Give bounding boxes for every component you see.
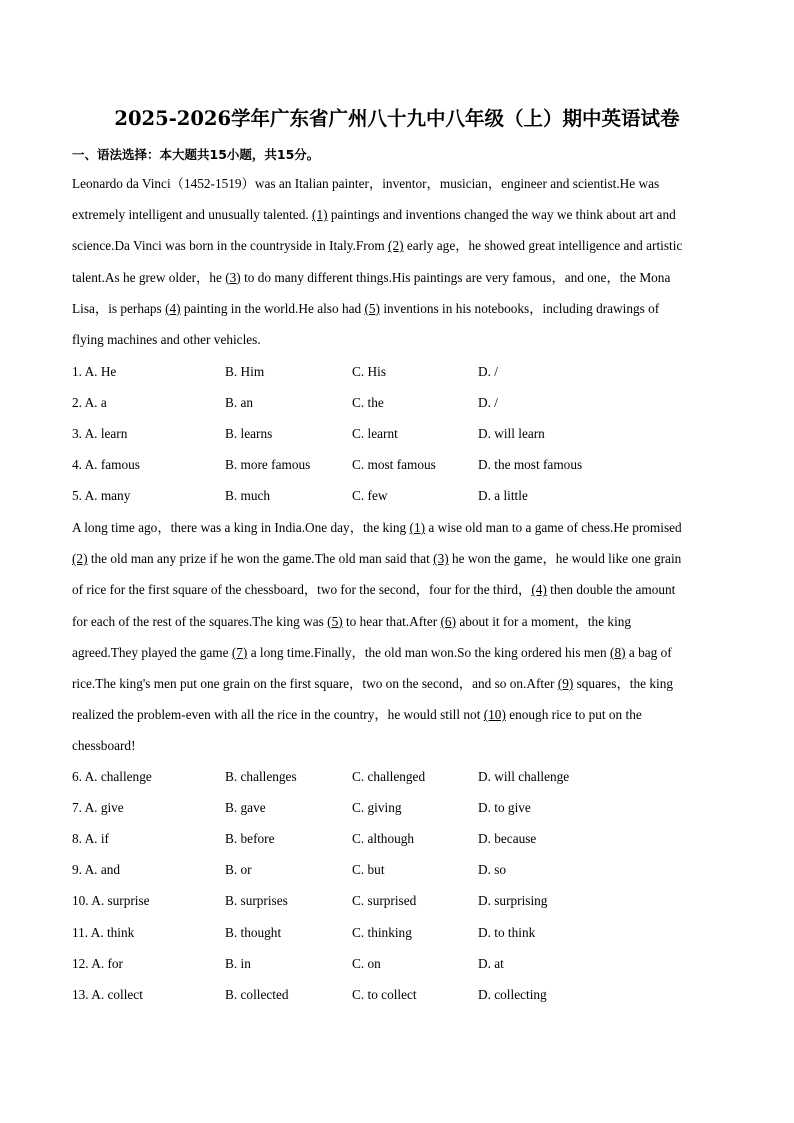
option-d[interactable]: D. to give [478,800,531,816]
option-a[interactable]: 5. A. many [72,488,131,504]
passage-text: a wise old man to a game of chess.He promised [425,520,682,535]
option-b[interactable]: B. gave [225,800,266,816]
answer-blank: (3) [225,269,241,285]
passage-text: flying machines and other vehicles. [72,332,261,348]
passage-text: paintings and inventions changed the way we think about art and [327,207,676,223]
passage-text: painting in the world.He also had [180,300,365,316]
passage-2 [72,512,722,762]
passage-line [72,168,722,199]
passage-text: to do many different things.His paintings are very famous，and one，the Mona [240,269,671,285]
passage-text: of rice for the first square of the chessboard，two for the second，four for the third， [72,582,532,598]
option-a[interactable]: 4. A. famous [72,457,140,473]
option-b[interactable]: B. in [225,955,251,971]
passage-text: Leonardo da Vinci（1452-1519）was an Italian painter，inventor，musician，engineer and scientist.He was [72,176,660,191]
answer-blank: (6) [440,613,457,629]
option-b[interactable]: B. or [225,862,252,878]
passage-text: enough rice to put on the [505,707,642,723]
passage-line [72,512,722,543]
passage-text: then double the amount [546,582,676,598]
option-d[interactable]: D. collecting [478,986,547,1002]
answer-blank: (5) [364,300,380,316]
answer-blank: (9) [557,676,574,692]
option-b[interactable]: B. surprises [225,893,288,909]
option-a[interactable]: 10. A. surprise [72,893,150,909]
option-c[interactable]: C. thinking [352,924,412,940]
option-d[interactable]: D. / [478,395,498,411]
option-b[interactable]: B. an [225,395,254,411]
option-a[interactable]: 6. A. challenge [72,769,152,784]
answer-blank: (2) [388,238,404,254]
passage-line [72,574,722,605]
option-a[interactable]: 11. A. think [72,924,135,940]
option-d[interactable]: D. will challenge [478,769,570,784]
option-c[interactable]: C. giving [352,800,402,816]
passage-text: science.Da Vinci was born in the countryside in Italy.From [72,238,389,254]
passage-text: a long time.Finally，the old man won.So the king ordered his men [247,644,611,660]
passage-line [72,199,722,230]
passage-text: a bag of [625,644,672,660]
option-a[interactable]: 9. A. and [72,862,121,878]
option-c[interactable]: C. but [352,862,385,878]
answer-blank: (5) [327,613,343,629]
passage-text: extremely intelligent and unusually talented. [72,207,313,223]
option-c[interactable]: C. learnt [352,426,398,442]
answer-blank: (8) [610,644,626,660]
option-d[interactable]: D. to think [478,924,536,940]
passage-text: inventions in his notebooks，including drawings of [380,300,660,316]
passage-line [72,637,722,668]
option-b[interactable]: B. Him [225,364,265,379]
passage-text: the old man any prize if he won the game.The old man said that [87,551,434,567]
passage-text: squares，the king [573,676,673,692]
option-c[interactable]: C. the [352,395,384,411]
option-c[interactable]: C. most famous [352,457,436,473]
option-a[interactable]: 2. A. a [72,395,107,411]
option-a[interactable]: 7. A. give [72,800,124,816]
option-c[interactable]: C. few [352,488,388,504]
option-c[interactable]: C. although [352,831,415,847]
option-b[interactable]: B. much [225,488,271,504]
answer-blank: (4) [165,300,181,316]
passage-text: early age，he showed great intelligence and artistic [403,238,683,254]
option-b[interactable]: B. thought [225,924,282,940]
passage-text: rice.The king's men put one grain on the first square，two on the second，and so on.After [72,676,558,692]
passage-text: to hear that.After [342,613,441,629]
option-a[interactable]: 8. A. if [72,831,109,847]
passage-text: talent.As he grew older，he [72,269,226,285]
option-c[interactable]: C. His [352,364,386,379]
option-d[interactable]: D. a little [478,488,528,504]
option-a[interactable]: 12. A. for [72,955,123,971]
answer-blank: (3) [433,551,449,567]
passage-text: realized the problem-even with all the rice in the country，he would still not [72,707,484,723]
option-c[interactable]: C. surprised [352,893,417,909]
answer-blank: (10) [483,707,506,723]
option-d[interactable]: D. at [478,955,504,971]
option-b[interactable]: B. before [225,831,275,847]
passage-text: he won the game，he would like one grain [448,551,682,567]
passage-text: about it for a moment，the king [456,613,632,629]
option-b[interactable]: B. learns [225,426,273,442]
option-d[interactable]: D. so [478,862,507,878]
passage-text: agreed.They played the game [72,644,232,660]
passage-text: A long time ago，there was a king in India.One day，the king [72,520,410,535]
passage-line [72,230,722,261]
answer-blank: (7) [231,644,248,660]
option-b[interactable]: B. challenges [225,769,297,784]
passage-line [72,730,722,761]
passage-line [72,262,722,293]
passage-line [72,668,722,699]
option-c[interactable]: C. challenged [352,769,426,784]
answer-blank: (1) [409,520,426,535]
option-d[interactable]: D. because [478,831,537,847]
option-d[interactable]: D. / [478,364,498,379]
answer-blank: (1) [312,207,328,223]
passage-line [72,606,722,637]
option-b[interactable]: B. collected [225,986,289,1002]
answer-blank: (2) [72,551,88,567]
passage-line [72,293,722,324]
option-b[interactable]: B. more famous [225,457,311,473]
option-c[interactable]: C. on [352,955,381,971]
passage-line [72,324,722,355]
option-d[interactable]: D. will learn [478,426,545,442]
option-a[interactable]: 1. A. He [72,364,117,379]
answer-blank: (4) [531,582,547,598]
passage-line [72,699,722,730]
passage-line [72,543,722,574]
section-heading: 一、语法选择：本大题共15小题，共15分。 [72,147,320,162]
passage-text: chessboard! [72,738,136,754]
option-d[interactable]: D. surprising [478,893,548,909]
option-a[interactable]: 3. A. learn [72,426,128,442]
option-d[interactable]: D. the most famous [478,457,583,473]
option-a[interactable]: 13. A. collect [72,986,143,1002]
passage-1 [72,168,722,355]
passage-text: for each of the rest of the squares.The king was [72,613,328,629]
passage-text: Lisa，is perhaps [72,300,166,316]
option-c[interactable]: C. to collect [352,986,417,1002]
page-title: 2025-2026学年广东省广州八十九中八年级（上）期中英语试卷 [114,107,680,130]
